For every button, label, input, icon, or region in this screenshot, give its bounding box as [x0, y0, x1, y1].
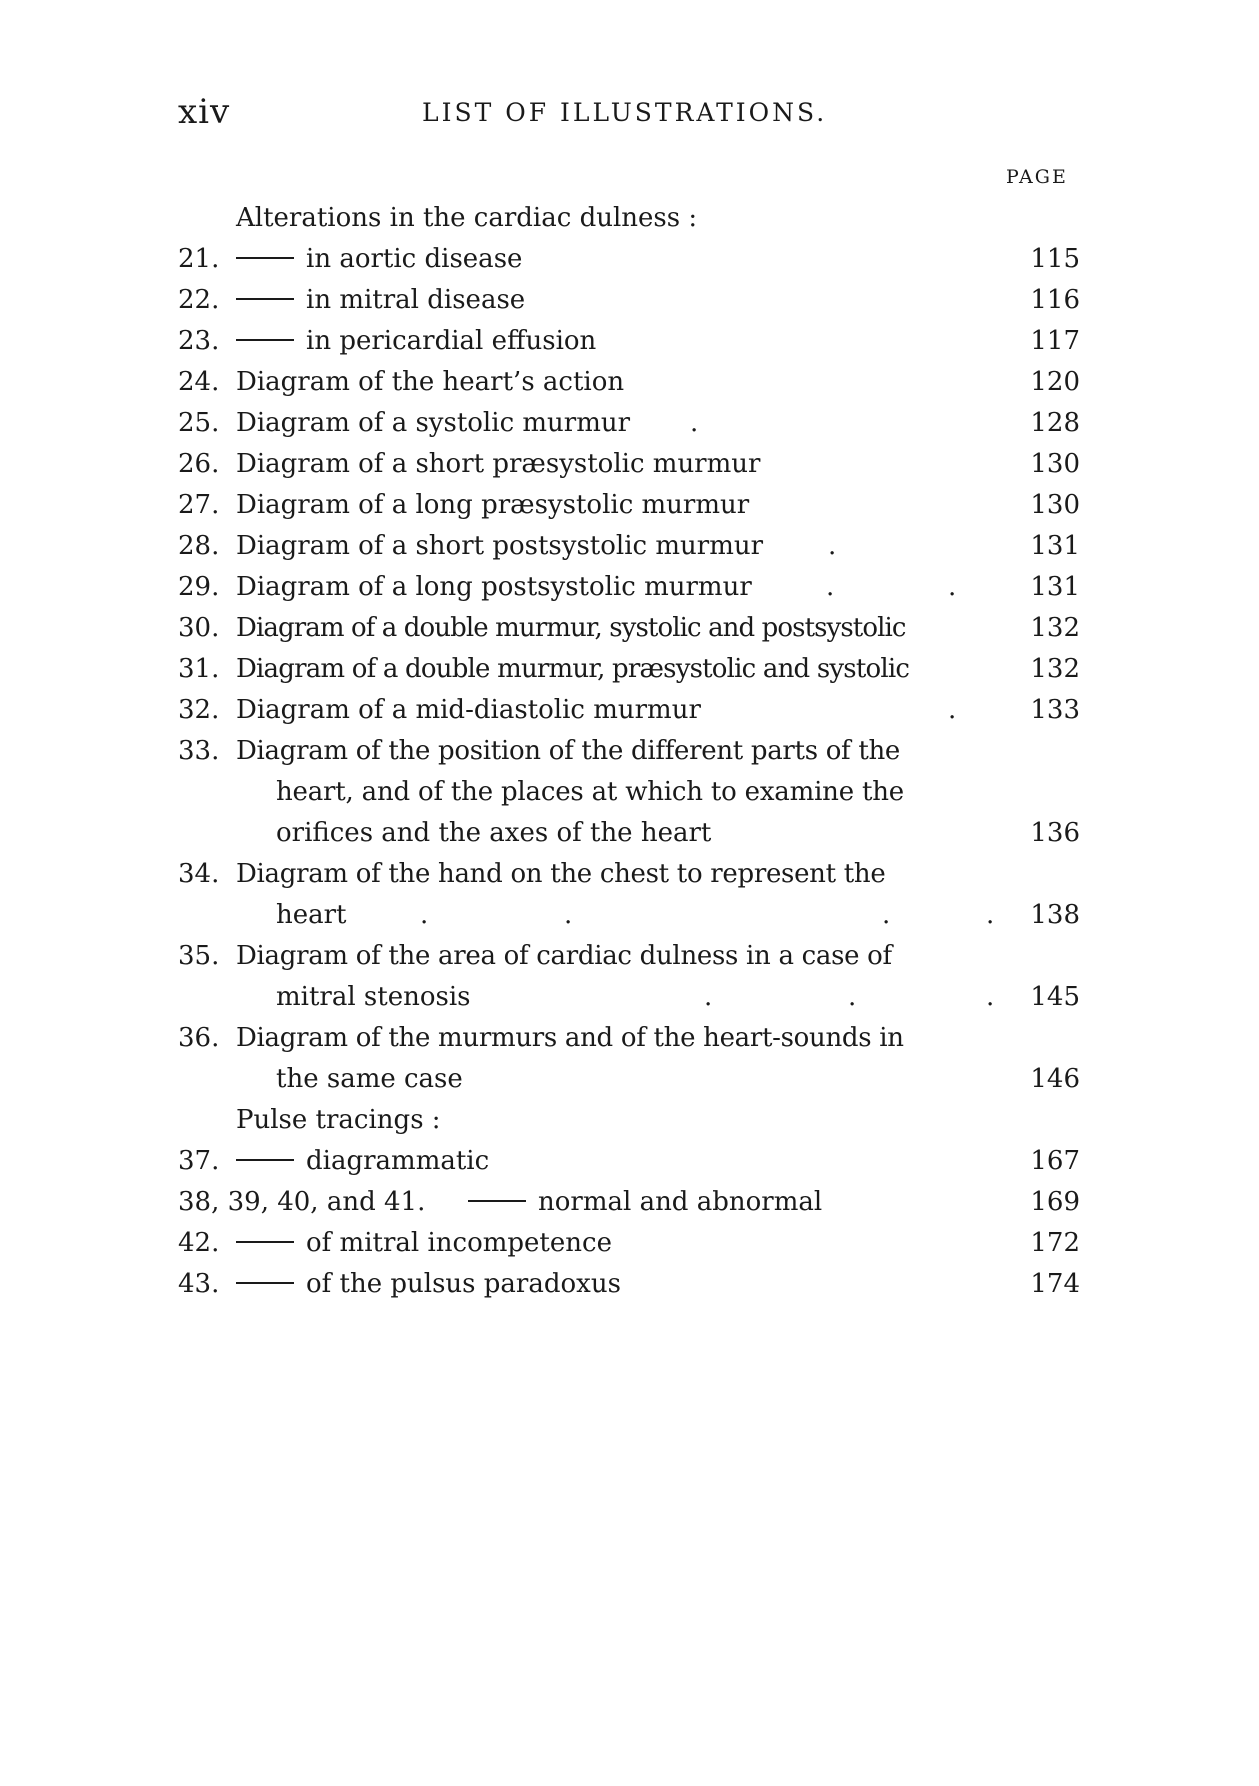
page-column-label: PAGE — [1006, 166, 1068, 188]
list-item — [178, 239, 1080, 280]
leader-dot: . — [704, 982, 713, 1012]
entry-title: Diagram of a long præsystolic murmur — [236, 490, 750, 520]
entry-page: 131 — [1030, 531, 1080, 561]
list-item — [178, 731, 1080, 772]
ditto-rule — [236, 257, 294, 259]
section-heading: Alterations in the cardiac dulness : — [236, 203, 698, 233]
list-item — [178, 895, 1080, 936]
list-item — [178, 280, 1080, 321]
entry-title: Diagram of a mid-diastolic murmur — [236, 695, 701, 725]
entry-page: 117 — [1030, 326, 1080, 356]
entry-title: Diagram of a double murmur, systolic and postsystolic — [236, 613, 906, 643]
list-item — [178, 526, 1080, 567]
page-folio: xiv — [178, 92, 231, 132]
list-item — [178, 690, 1080, 731]
list-item — [178, 567, 1080, 608]
entry-title-continued: the same case — [276, 1064, 463, 1094]
entry-page: 128 — [1030, 408, 1080, 438]
entry-title-continued: heart, and of the places at which to examine the — [276, 777, 904, 807]
entry-number: 31. — [178, 654, 220, 684]
entry-title: in pericardial effusion — [306, 326, 597, 356]
entry-number: 29. — [178, 572, 220, 602]
entry-number: 21. — [178, 244, 220, 274]
list-item — [178, 444, 1080, 485]
entry-number: 36. — [178, 1023, 220, 1053]
entry-page: 130 — [1030, 449, 1080, 479]
entry-number: 28. — [178, 531, 220, 561]
entry-title-continued: orifices and the axes of the heart — [276, 818, 712, 848]
ditto-rule — [236, 298, 294, 300]
entry-number: 27. — [178, 490, 220, 520]
entry-page: 115 — [1030, 244, 1080, 274]
entry-title: Diagram of a short præsystolic murmur — [236, 449, 761, 479]
entry-title: normal and abnormal — [538, 1187, 823, 1217]
entry-title: Diagram of the hand on the chest to represent the — [236, 859, 886, 889]
entry-page: 145 — [1030, 982, 1080, 1012]
entry-page: 133 — [1030, 695, 1080, 725]
entry-title: Diagram of a systolic murmur — [236, 408, 631, 438]
entry-title-continued: heart — [276, 900, 347, 930]
list-item — [178, 1141, 1080, 1182]
leader-dot: . — [882, 900, 891, 930]
entry-title: in aortic disease — [306, 244, 523, 274]
list-item — [178, 608, 1080, 649]
entry-number: 22. — [178, 285, 220, 315]
list-item — [178, 977, 1080, 1018]
entry-title: of the pulsus paradoxus — [306, 1269, 621, 1299]
entry-number: 38, 39, 40, and 41. — [178, 1187, 426, 1217]
entry-title: Diagram of a short postsystolic murmur — [236, 531, 764, 561]
list-item — [178, 649, 1080, 690]
leader-dot: . — [828, 531, 837, 561]
entry-number: 35. — [178, 941, 220, 971]
list-item — [178, 1223, 1080, 1264]
leader-dot: . — [948, 695, 957, 725]
entry-number: 33. — [178, 736, 220, 766]
entry-page: 174 — [1030, 1269, 1080, 1299]
section-heading: Pulse tracings : — [236, 1105, 441, 1135]
entry-page: 130 — [1030, 490, 1080, 520]
list-item — [178, 198, 1080, 239]
leader-dot: . — [826, 572, 835, 602]
entry-number: 42. — [178, 1228, 220, 1258]
illustrations-list — [178, 198, 1080, 1305]
entry-page: 120 — [1030, 367, 1080, 397]
entry-page: 116 — [1030, 285, 1080, 315]
entry-number: 32. — [178, 695, 220, 725]
entry-page: 131 — [1030, 572, 1080, 602]
leader-dot: . — [848, 982, 857, 1012]
ditto-rule — [236, 339, 294, 341]
leader-dot: . — [986, 982, 995, 1012]
list-item — [178, 485, 1080, 526]
entry-title: Diagram of the area of cardiac dulness in a case of — [236, 941, 892, 971]
list-item — [178, 772, 1080, 813]
list-item — [178, 1018, 1080, 1059]
entry-page: 138 — [1030, 900, 1080, 930]
entry-number: 43. — [178, 1269, 220, 1299]
entry-title: diagrammatic — [306, 1146, 490, 1176]
list-item — [178, 1100, 1080, 1141]
ditto-rule — [236, 1159, 294, 1161]
ditto-rule — [236, 1241, 294, 1243]
entry-number: 37. — [178, 1146, 220, 1176]
entry-title: of mitral incompetence — [306, 1228, 612, 1258]
entry-page: 136 — [1030, 818, 1080, 848]
list-item — [178, 854, 1080, 895]
entry-page: 172 — [1030, 1228, 1080, 1258]
list-item — [178, 1059, 1080, 1100]
list-item — [178, 321, 1080, 362]
entry-number: 25. — [178, 408, 220, 438]
list-item — [178, 362, 1080, 403]
entry-number: 26. — [178, 449, 220, 479]
running-head — [178, 92, 1078, 132]
ditto-rule — [468, 1200, 526, 1202]
ditto-rule — [236, 1282, 294, 1284]
leader-dot: . — [564, 900, 573, 930]
entry-title: in mitral disease — [306, 285, 526, 315]
entry-title: Diagram of the heart’s action — [236, 367, 625, 397]
list-item — [178, 1182, 1080, 1223]
entry-title: Diagram of a double murmur, præsystolic and systolic — [236, 654, 910, 684]
leader-dot: . — [948, 572, 957, 602]
entry-number: 23. — [178, 326, 220, 356]
entry-title: Diagram of a long postsystolic murmur — [236, 572, 752, 602]
entry-title: Diagram of the murmurs and of the heart-sounds in — [236, 1023, 904, 1053]
leader-dot: . — [420, 900, 429, 930]
list-item — [178, 403, 1080, 444]
entry-page: 132 — [1030, 654, 1080, 684]
list-item — [178, 1264, 1080, 1305]
running-head-title: LIST OF ILLUSTRATIONS. — [422, 98, 828, 127]
entry-number: 34. — [178, 859, 220, 889]
entry-page: 167 — [1030, 1146, 1080, 1176]
leader-dot: . — [690, 408, 699, 438]
list-item — [178, 936, 1080, 977]
entry-number: 30. — [178, 613, 220, 643]
entry-page: 169 — [1030, 1187, 1080, 1217]
entry-page: 146 — [1030, 1064, 1080, 1094]
list-item — [178, 813, 1080, 854]
leader-dot: . — [986, 900, 995, 930]
entry-title: Diagram of the position of the different parts of the — [236, 736, 901, 766]
entry-title-continued: mitral stenosis — [276, 982, 471, 1012]
entry-number: 24. — [178, 367, 220, 397]
entry-page: 132 — [1030, 613, 1080, 643]
